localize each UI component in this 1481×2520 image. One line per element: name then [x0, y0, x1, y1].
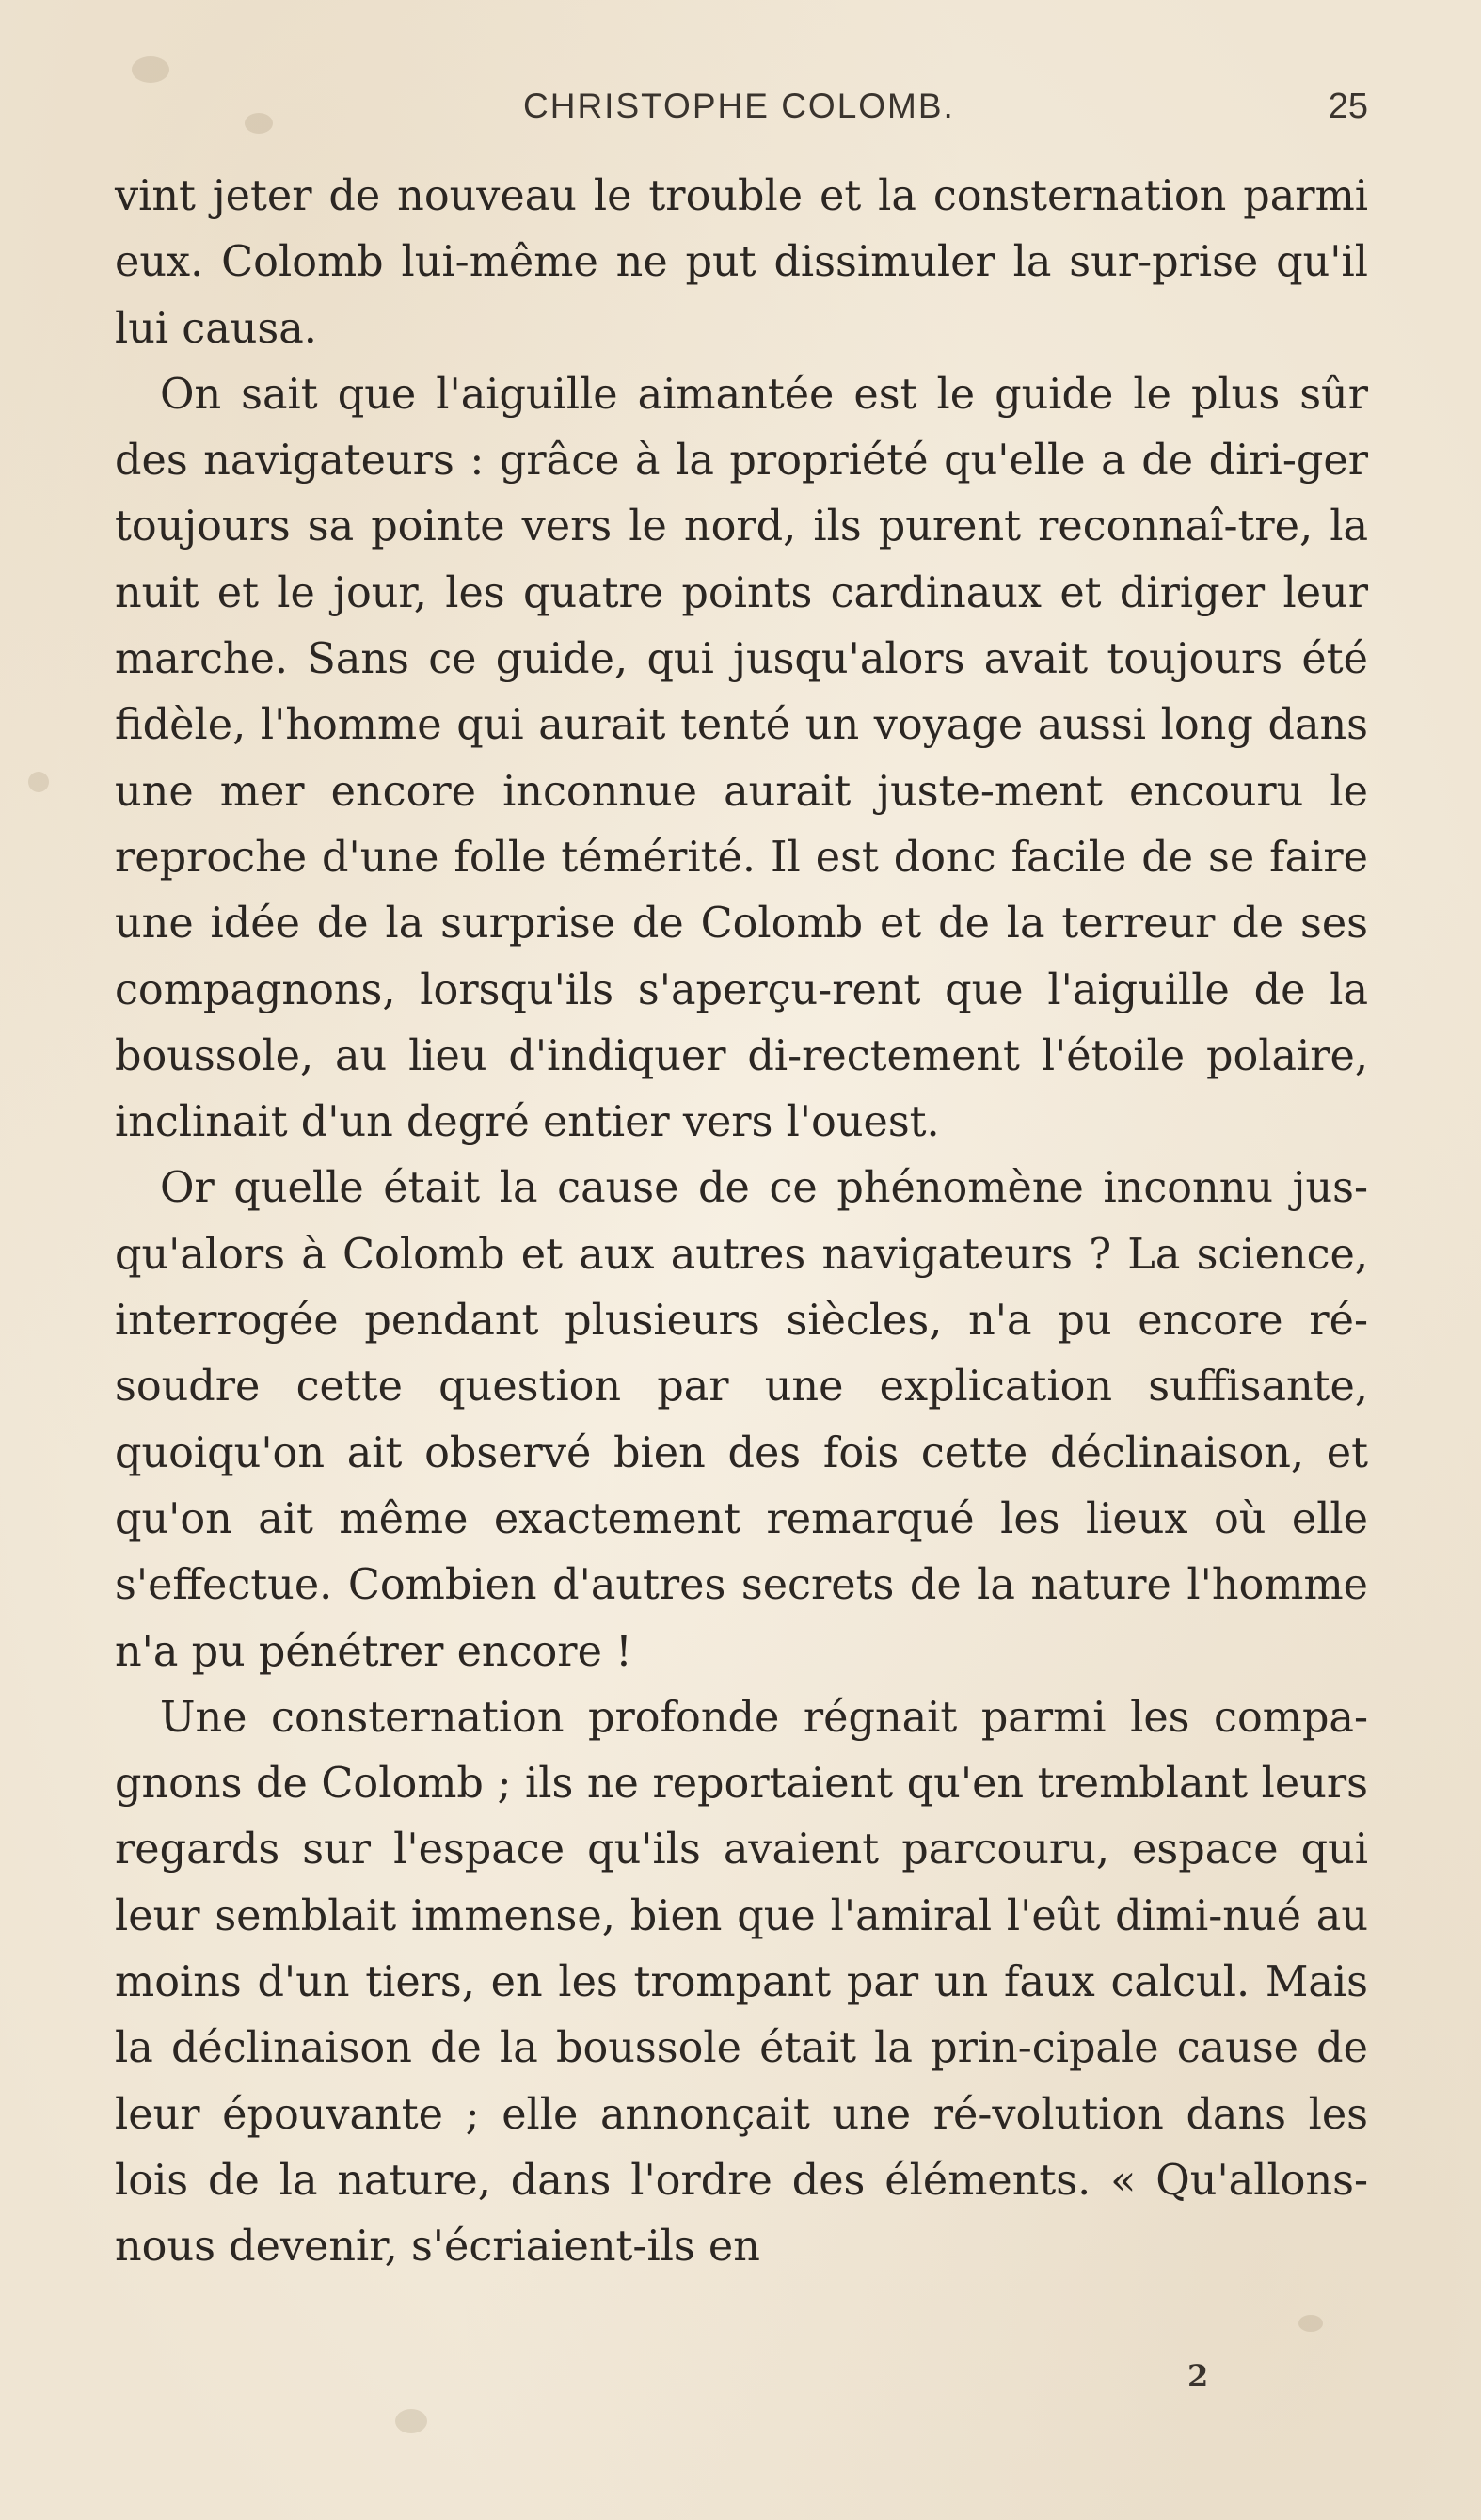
running-head [0, 87, 1481, 143]
paper-stain [395, 2409, 427, 2433]
paper-stain [1298, 2315, 1323, 2332]
paper-stain [28, 772, 49, 792]
paper-stain [132, 56, 169, 83]
running-head-title: CHRISTOPHE COLOMB. [523, 87, 955, 125]
body-text [115, 164, 1368, 2281]
paragraph-continuation: vint jeter de nouveau le trouble et la consternation parmi eux. Colomb lui-même ne put dissimuler la sur-prise qu'il lui causa. [115, 172, 1368, 353]
signature-mark: 2 [1187, 2358, 1209, 2394]
page-number: 25 [1328, 87, 1368, 126]
paragraph: Une consternation profonde régnait parmi les compa-gnons de Colomb ; ils ne reportaient qu'en tremblant leurs regards sur l'espace qu'ils avaient parcouru, espace qui leur semblait immense, bien que l'amiral l'eût dimi-nué au moins d'un tiers, en les trompant par un faux calcul. Mais la déclinaison de la boussole était la prin-cipale cause de leur épouvante ; elle annonçait une ré-volution dans les lois de la nature, dans l'ordre des éléments. « Qu'allons-nous devenir, s'écriaient-ils en [115, 1693, 1368, 2272]
paragraph: On sait que l'aiguille aimantée est le guide le plus sûr des navigateurs : grâce à la propriété qu'elle a de diri-ger toujours sa pointe vers le nord, ils purent reconnaî-tre, la nuit et le jour, les quatre points cardinaux et diriger leur marche. Sans ce guide, qui jusqu'alors avait toujours été fidèle, l'homme qui aurait tenté un voyage aussi long dans une mer encore inconnue aurait juste-ment encouru le reproche d'une folle témérité. Il est donc facile de se faire une idée de la surprise de Colomb et de la terreur de ses compagnons, lorsqu'ils s'aperçu-rent que l'aiguille de la boussole, au lieu d'indiquer di-rectement l'étoile polaire, inclinait d'un degré entier vers l'ouest. [115, 370, 1368, 1147]
paragraph: Or quelle était la cause de ce phénomène inconnu jus-qu'alors à Colomb et aux autres navigateurs ? La science, interrogée pendant plusieurs siècles, n'a pu encore ré-soudre cette question par une explication suffisante, quoiqu'on ait observé bien des fois cette déclinaison, et qu'on ait même exactement remarqué les lieux où elle s'effectue. Combien d'autres secrets de la nature l'homme n'a pu pénétrer encore ! [115, 1164, 1368, 1676]
